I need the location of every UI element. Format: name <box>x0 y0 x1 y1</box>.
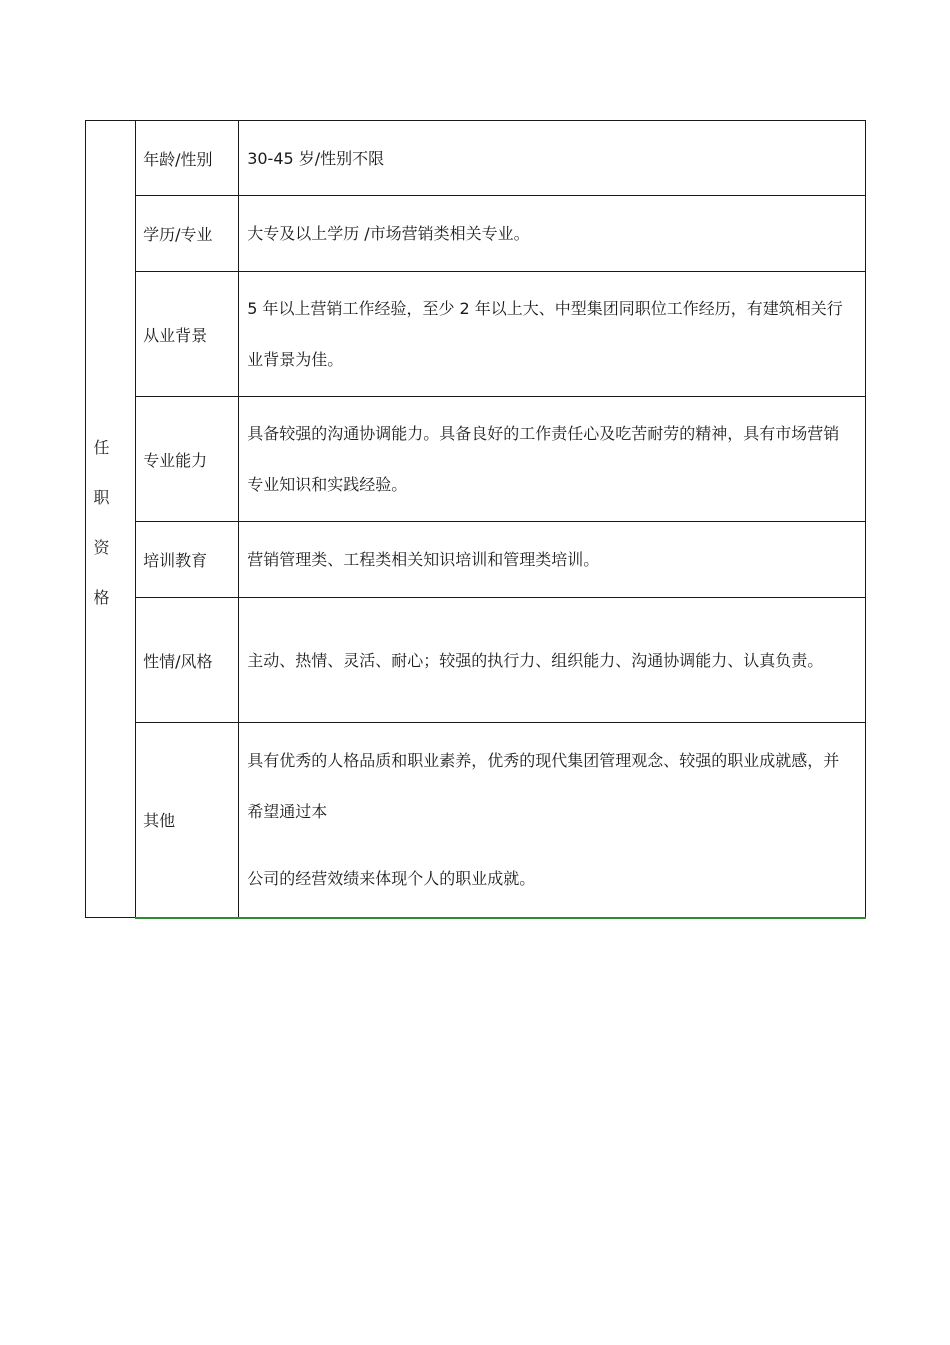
table-row <box>86 723 866 918</box>
row-label-temperament-style: 性情/风格 <box>136 598 239 723</box>
section-title: 任职资格 <box>93 438 110 607</box>
value-text: 30-45 岁/性别不限 <box>247 148 385 168</box>
section-header-cell <box>86 121 136 918</box>
row-value-other <box>239 723 866 918</box>
row-value-training <box>239 522 866 598</box>
row-label-age-gender: 年龄/性别 <box>136 121 239 196</box>
qualifications-table <box>85 120 866 919</box>
row-label-other: 其他 <box>136 723 239 918</box>
row-label-professional-ability: 专业能力 <box>136 397 239 522</box>
row-label-training: 培训教育 <box>136 522 239 598</box>
table-row <box>86 522 866 598</box>
table-row <box>86 272 866 397</box>
table-row <box>86 121 866 196</box>
value-text: 具备较强的沟通协调能力。具备良好的工作责任心及吃苦耐劳的精神，具有市场营销专业知识和实践经验。 <box>247 424 840 494</box>
row-value-professional-ability <box>239 397 866 522</box>
value-text: 大专及以上学历 /市场营销类相关专业。 <box>247 224 530 243</box>
row-value-temperament-style <box>239 598 866 723</box>
row-value-age-gender <box>239 121 866 196</box>
value-text: 5 年以上营销工作经验，至少 2 年以上大、中型集团同职位工作经历，有建筑相关行业背景为佳。 <box>247 299 843 369</box>
row-label-work-background: 从业背景 <box>136 272 239 397</box>
row-label-education-major: 学历/专业 <box>136 196 239 272</box>
value-text: 主动、热情、灵活、耐心；较强的执行力、组织能力、沟通协调能力、认真负责。 <box>247 650 824 670</box>
value-text: 营销管理类、工程类相关知识培训和管理类培训。 <box>247 550 600 569</box>
table-row <box>86 598 866 723</box>
value-text: 具有优秀的人格品质和职业素养，优秀的现代集团管理观念、较强的职业成就感，并希望通过本 <box>247 751 840 822</box>
value-text: 公司的经营效绩来体现个人的职业成就。 <box>247 869 536 889</box>
table-row <box>86 196 866 272</box>
row-value-education-major <box>239 196 866 272</box>
row-value-work-background <box>239 272 866 397</box>
table-row <box>86 397 866 522</box>
